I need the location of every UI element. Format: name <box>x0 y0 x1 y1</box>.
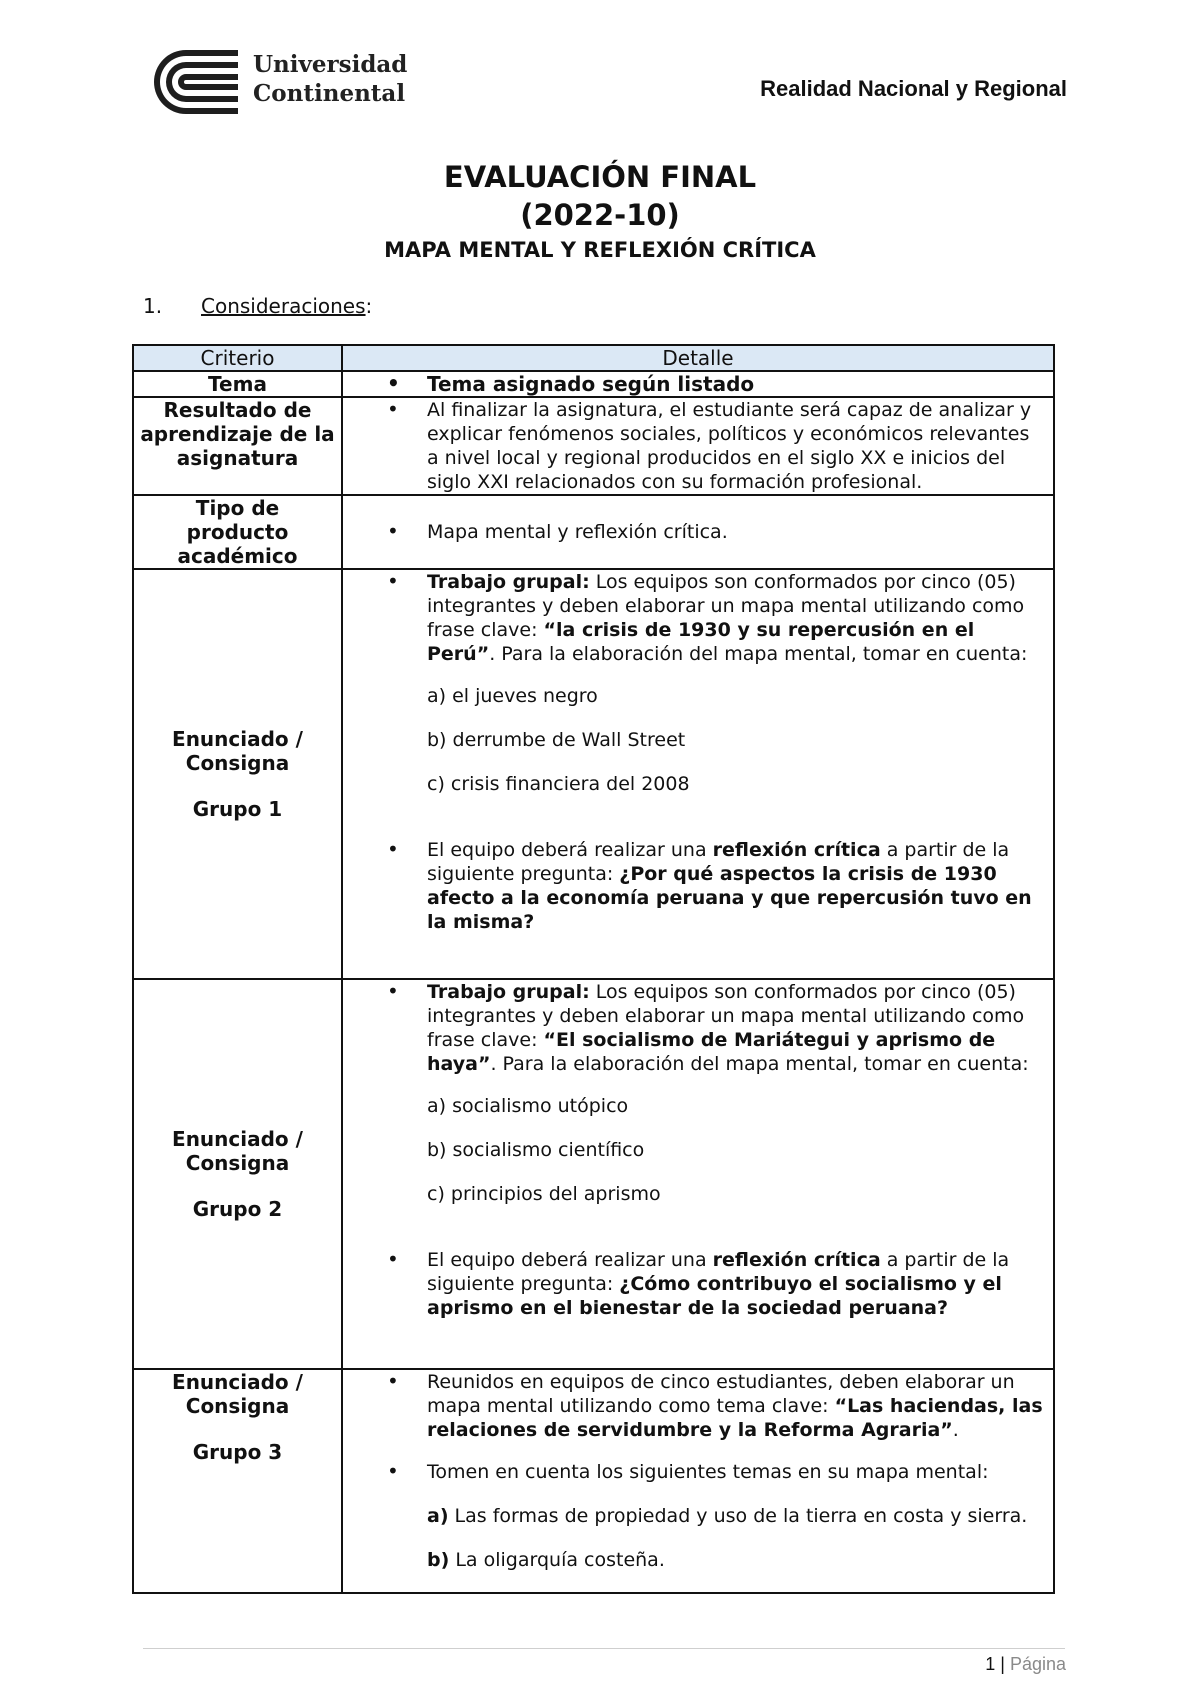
g1-label-c: Grupo 1 <box>192 797 283 821</box>
page-period: (2022-10) <box>520 198 680 232</box>
g3-label-b: Consigna <box>185 1394 290 1418</box>
g2-tail: . Para la elaboración del mapa mental, tomar en cuenta: <box>490 1053 1029 1075</box>
g3-label-c: Grupo 3 <box>192 1440 283 1464</box>
g3-b1-pre: Reunidos en equipos de cinco estudiantes, deben elaborar un mapa mental utilizando como tema clave: <box>427 1371 1015 1417</box>
g3-b-text: La oligarquía costeña. <box>449 1549 665 1571</box>
g1-label-b: Consigna <box>185 751 290 775</box>
table-header-row <box>133 345 1054 371</box>
g3-a-text: Las formas de propiedad y uso de la tierra en costa y sierra. <box>448 1505 1028 1527</box>
g3-b-label: b) <box>427 1549 450 1571</box>
table-row-tipo <box>133 495 1054 569</box>
g2-trabajo-label: Trabajo grupal: <box>427 981 590 1003</box>
logo-line-2: Continental <box>253 80 406 107</box>
g3-label-a: Enunciado / <box>172 1370 303 1394</box>
g1-label-a: Enunciado / <box>172 727 303 751</box>
g2-item-c: c) principios del aprismo <box>427 1183 661 1205</box>
criterio-resultado: Resultado de aprendizaje de la asignatura <box>133 397 342 495</box>
g1-frase: “la crisis de 1930 y su repercusión en el Perú” <box>427 619 975 665</box>
detalle-resultado <box>342 397 1054 495</box>
logo-line-1: Universidad <box>253 51 408 78</box>
g1-reflexion-bullet <box>343 838 1053 934</box>
table-row-grupo-2 <box>133 979 1054 1369</box>
page-subtitle: MAPA MENTAL Y REFLEXIÓN CRÍTICA <box>384 238 816 262</box>
g2-label-c: Grupo 2 <box>192 1197 283 1221</box>
g3-bullet-2: • Tomen en cuenta los siguientes temas en su mapa mental: <box>343 1460 1053 1484</box>
g2-refl-mid: a partir de la siguiente pregunta: <box>427 1249 1010 1295</box>
g1-trabajo-label: Trabajo grupal: <box>427 571 590 593</box>
detalle-grupo-1 <box>342 569 1054 979</box>
page-label: Página <box>1009 1654 1066 1674</box>
g2-item-a: a) socialismo utópico <box>427 1095 629 1117</box>
g3-b1-bold: “Las haciendas, las relaciones de servidumbre y la Reforma Agraria” <box>427 1395 1043 1441</box>
g1-question: ¿Por qué aspectos la crisis de 1930 afecto a la economía peruana y que repercusión tuvo en la misma? <box>427 863 1032 933</box>
header-detalle: Detalle <box>342 345 1054 371</box>
criterio-tema: Tema <box>133 371 342 397</box>
considerations-table <box>132 344 1055 1594</box>
header-criterio: Criterio <box>133 345 342 371</box>
section-label: Consideraciones <box>201 294 366 318</box>
g2-label-b: Consigna <box>185 1151 290 1175</box>
g2-reflexion-bullet <box>343 1248 1053 1320</box>
section-number: 1. <box>143 294 163 318</box>
g1-refl-mid: a partir de la siguiente pregunta: <box>427 839 1010 885</box>
detalle-tema <box>342 371 1054 397</box>
g3-b1-tail: . <box>952 1419 959 1441</box>
g3-item-a <box>343 1504 1053 1528</box>
footer-separator: | <box>995 1654 1010 1674</box>
resultado-value: • Al finalizar la asignatura, el estudiante será capaz de analizar y explicar fenómenos sociales, políticos y económicos relevantes a nivel local y regional producidos en el siglo XX e inicios del siglo XXI relacionados con su formación profesional. <box>343 398 1053 494</box>
g2-question: ¿Cómo contribuyo el socialismo y el aprismo en el bienestar de la sociedad peruana? <box>427 1273 1002 1319</box>
detalle-grupo-3 <box>342 1369 1054 1593</box>
table-row-grupo-3 <box>133 1369 1054 1593</box>
g2-frase: “El socialismo de Mariátegui y aprismo de haya” <box>427 1029 996 1075</box>
g2-refl-bold: reflexión crítica <box>712 1249 881 1271</box>
g1-item-c: c) crisis financiera del 2008 <box>427 773 690 795</box>
g1-item-a: a) el jueves negro <box>427 685 598 707</box>
table-row-tema <box>133 371 1054 397</box>
g2-refl-pre: El equipo deberá realizar una <box>427 1249 713 1271</box>
detalle-grupo-2 <box>342 979 1054 1369</box>
g3-a-label: a) <box>427 1505 449 1527</box>
section-heading <box>143 294 372 318</box>
g2-label-a: Enunciado / <box>172 1127 303 1151</box>
header-course-title: Realidad Nacional y Regional <box>760 76 1067 101</box>
tema-value: • Tema asignado según listado <box>343 372 1053 396</box>
g1-refl-pre: El equipo deberá realizar una <box>427 839 713 861</box>
g2-trabajo-text: Los equipos son conformados por cinco (05) integrantes y deben elaborar un mapa mental utilizando como frase clave: <box>427 981 1025 1051</box>
g1-tail: . Para la elaboración del mapa mental, tomar en cuenta: <box>489 643 1028 665</box>
logo-mark-icon <box>146 46 246 118</box>
footer-divider <box>143 1648 1065 1649</box>
table-row-resultado <box>133 397 1054 495</box>
university-logo <box>146 46 408 118</box>
criterio-grupo-1 <box>133 569 342 979</box>
page-title: EVALUACIÓN FINAL <box>443 160 757 194</box>
g1-trabajo-text: Los equipos son conformados por cinco (05) integrantes y deben elaborar un mapa mental utilizando como frase clave: <box>427 571 1025 641</box>
criterio-grupo-3 <box>133 1369 342 1593</box>
section-colon: : <box>365 294 373 318</box>
criterio-grupo-2 <box>133 979 342 1369</box>
detalle-tipo <box>342 495 1054 569</box>
g1-trabajo-bullet <box>343 570 1053 666</box>
page-number: 1 <box>985 1654 996 1674</box>
table-row-grupo-1 <box>133 569 1054 979</box>
g3-item-b <box>343 1548 1053 1572</box>
logo-wordmark <box>253 50 407 108</box>
tipo-value: • Mapa mental y reflexión crítica. <box>343 520 1053 544</box>
g1-refl-bold: reflexión crítica <box>712 839 881 861</box>
g2-trabajo-bullet <box>343 980 1053 1076</box>
g3-bullet-1 <box>343 1370 1053 1442</box>
page-footer <box>985 1654 1066 1675</box>
g1-item-b: b) derrumbe de Wall Street <box>427 729 686 751</box>
g2-item-b: b) socialismo científico <box>427 1139 645 1161</box>
criterio-tipo: Tipo de producto académico <box>133 495 342 569</box>
